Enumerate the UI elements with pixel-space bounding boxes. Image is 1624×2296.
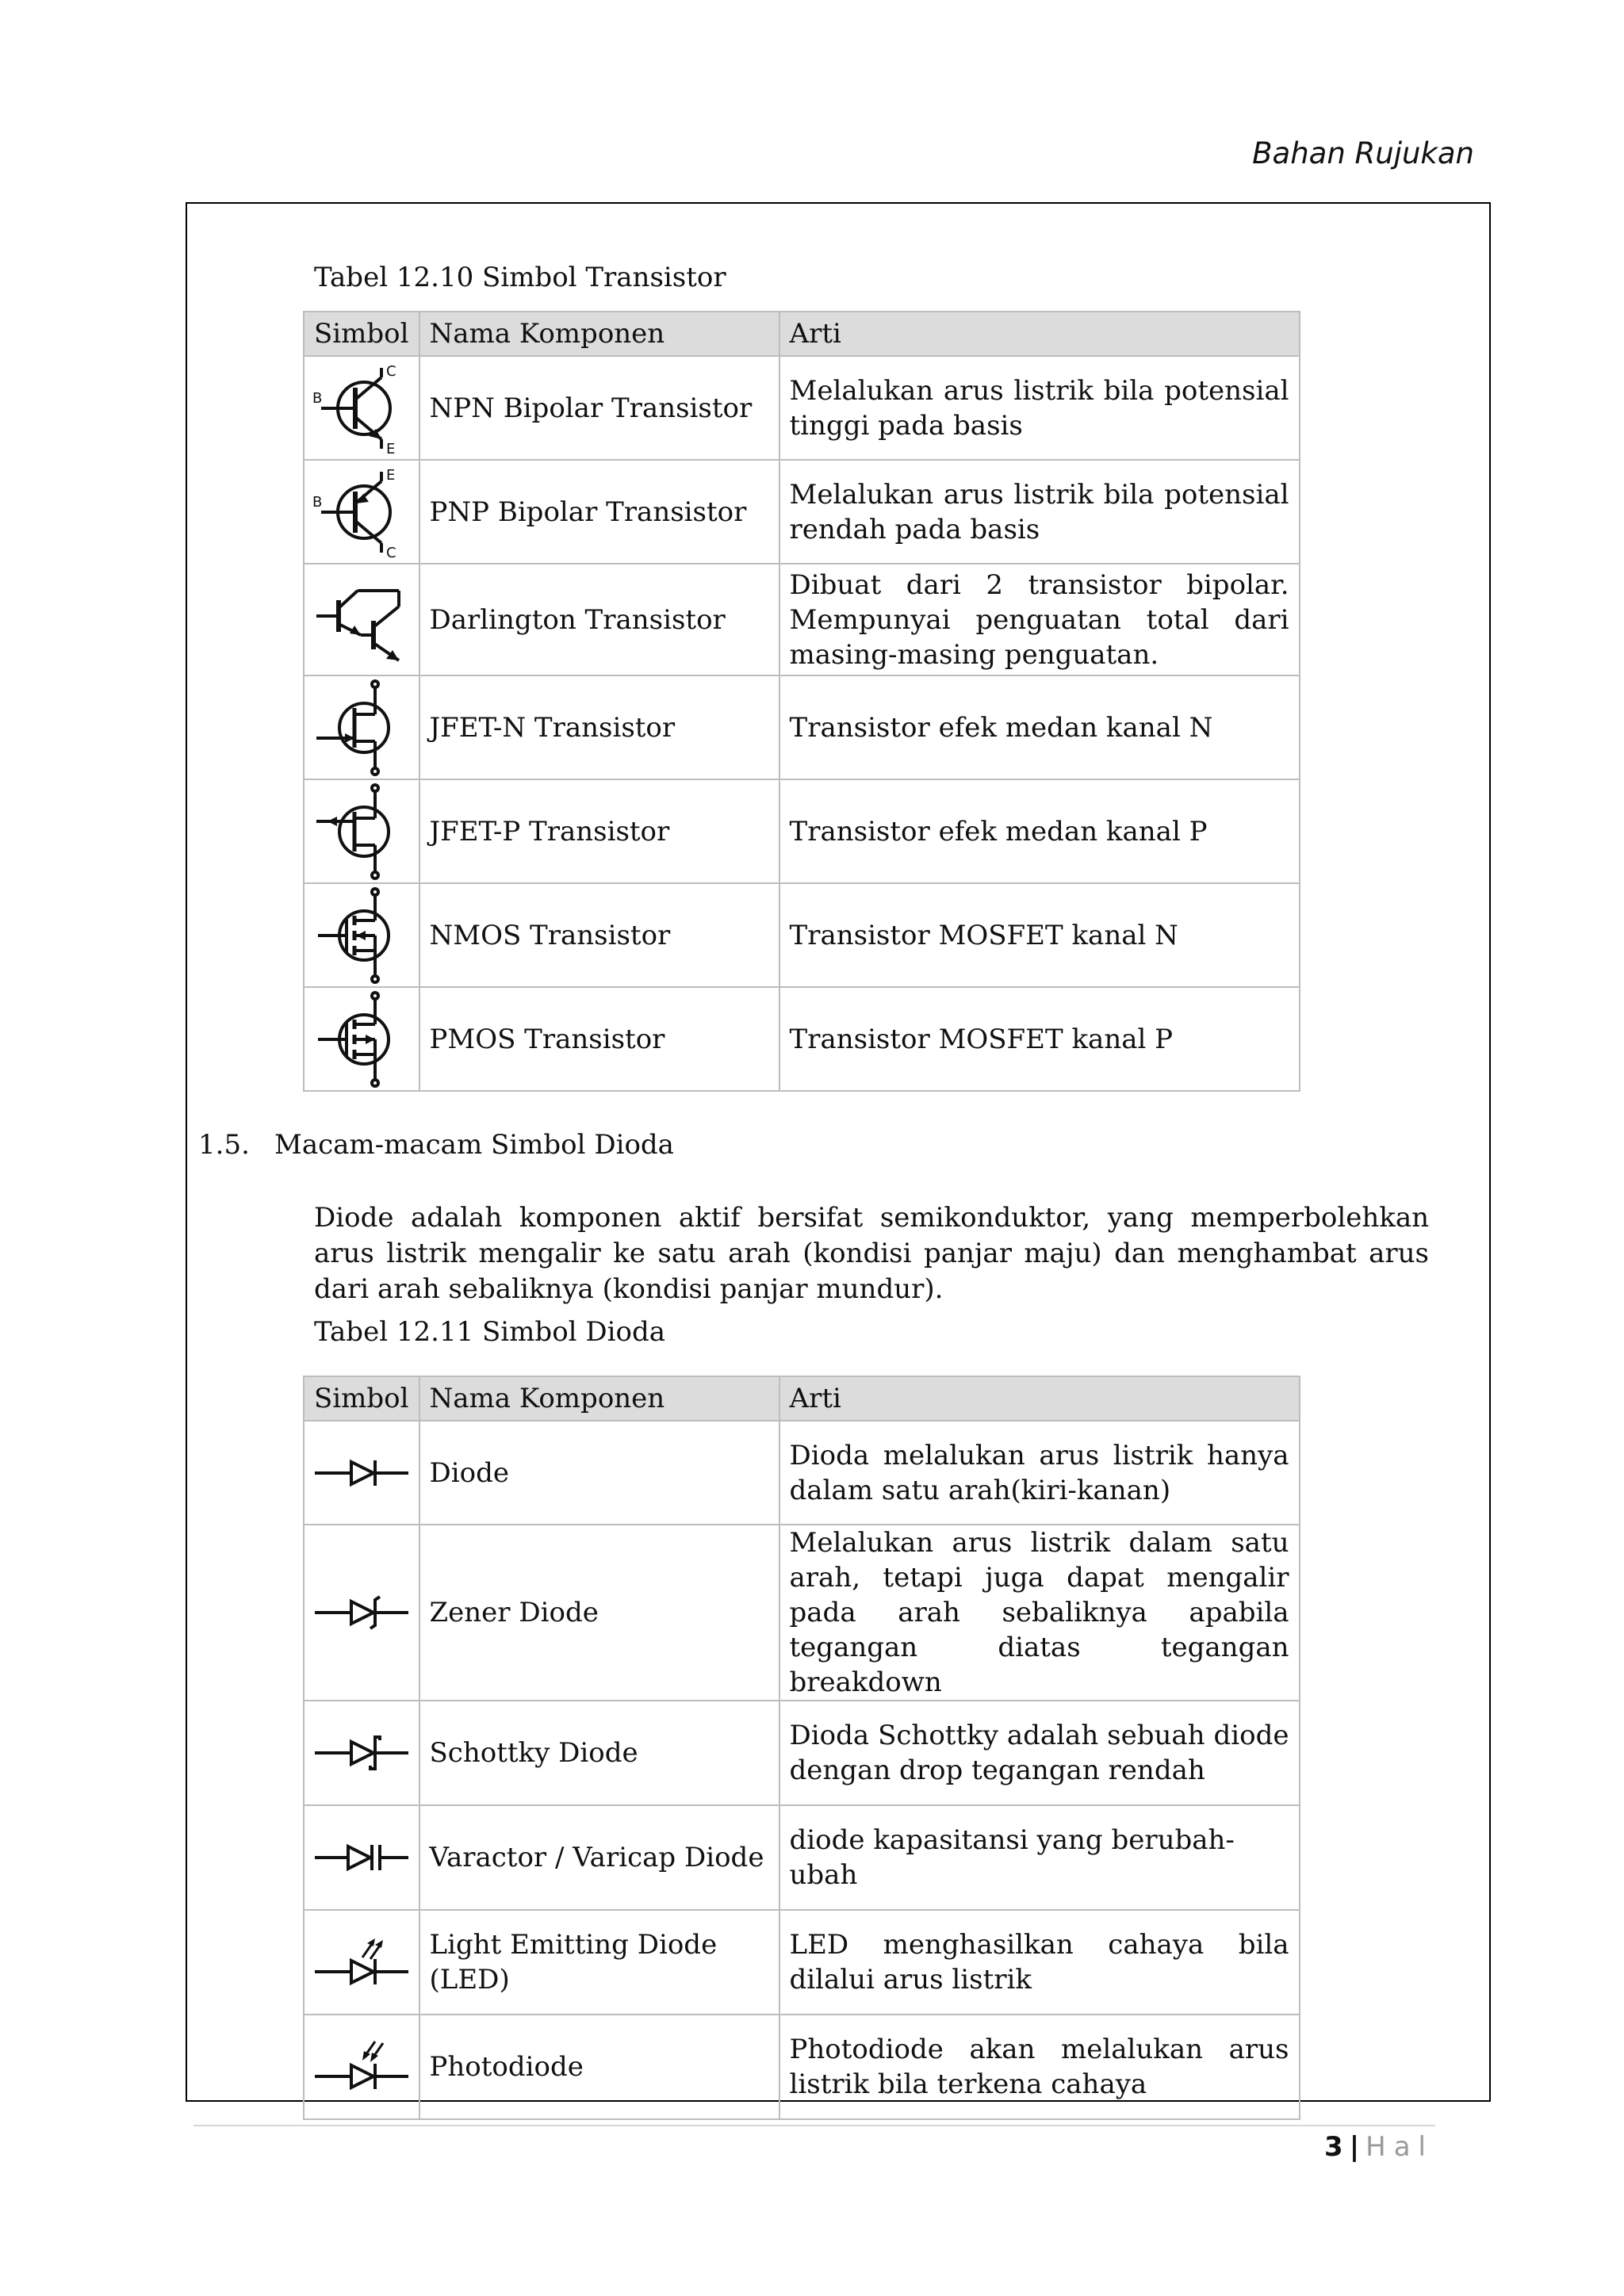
zener-diode-icon [310, 1585, 413, 1640]
component-name: PMOS Transistor [419, 987, 779, 1091]
symbol-cell [304, 1525, 419, 1701]
symbol-cell [304, 883, 419, 987]
schottky-diode-icon [310, 1725, 413, 1781]
pmos-transistor-icon [310, 989, 413, 1089]
component-meaning: LED menghasilkan cahaya bila dilalui arus listrik [779, 1910, 1300, 2015]
page-number: 3 [1324, 2131, 1343, 2163]
npn-transistor-icon [310, 358, 413, 458]
component-name: NPN Bipolar Transistor [419, 356, 779, 460]
component-name: PNP Bipolar Transistor [419, 460, 779, 564]
diode-icon [310, 1445, 413, 1501]
component-name: Schottky Diode [419, 1701, 779, 1805]
diode-table-caption: Tabel 12.11 Simbol Dioda [314, 1316, 665, 1348]
component-meaning: Transistor MOSFET kanal P [779, 987, 1300, 1091]
component-meaning: Melalukan arus listrik bila potensial rendah pada basis [779, 460, 1300, 564]
jfet-n-transistor-icon [310, 678, 413, 778]
pin-label-e: E [385, 466, 396, 484]
section-number: 1.5. [198, 1129, 250, 1161]
jfet-p-transistor-icon [310, 782, 413, 882]
component-meaning: Melalukan arus listrik bila potensial tinggi pada basis [779, 356, 1300, 460]
pnp-transistor-icon [310, 462, 413, 562]
footer-divider [193, 2125, 1435, 2126]
symbol-cell [304, 1910, 419, 2015]
pin-label-c: C [385, 362, 396, 380]
component-name: Light Emitting Diode (LED) [419, 1910, 779, 2015]
component-meaning: diode kapasitansi yang berubah-ubah [779, 1805, 1300, 1910]
table-header-row [304, 1376, 1300, 1421]
component-meaning: Melalukan arus listrik dalam satu arah, tetapi juga dapat mengalir pada arah sebaliknya apabila tegangan diatas tegangan breakdown [779, 1525, 1300, 1701]
component-meaning: Transistor efek medan kanal P [779, 779, 1300, 883]
component-name: Varactor / Varicap Diode [419, 1805, 779, 1910]
table-row [304, 1525, 1300, 1701]
component-name: JFET-P Transistor [419, 779, 779, 883]
pin-label-b: B [312, 493, 323, 511]
table-row [304, 779, 1300, 883]
transistor-table-caption: Tabel 12.10 Simbol Transistor [314, 262, 726, 293]
table-row [304, 356, 1300, 460]
component-meaning: Dioda melalukan arus listrik hanya dalam satu arah(kiri-kanan) [779, 1421, 1300, 1525]
led-icon [310, 1923, 413, 2002]
section-title: Macam-macam Simbol Dioda [274, 1129, 674, 1161]
table-row [304, 1701, 1300, 1805]
component-meaning: Photodiode akan melalukan arus listrik bila terkena cahaya [779, 2015, 1300, 2119]
column-header: Simbol [304, 1376, 419, 1421]
component-name: Zener Diode [419, 1525, 779, 1701]
photodiode-icon [310, 2027, 413, 2107]
diode-table [303, 1376, 1300, 2120]
symbol-cell [304, 356, 419, 460]
table-row [304, 987, 1300, 1091]
symbol-cell [304, 779, 419, 883]
page-footer [1324, 2131, 1434, 2163]
page-label: Hal [1365, 2131, 1434, 2163]
component-meaning: Transistor efek medan kanal N [779, 675, 1300, 779]
component-meaning: Transistor MOSFET kanal N [779, 883, 1300, 987]
transistor-table [303, 311, 1300, 1092]
symbol-cell [304, 1421, 419, 1525]
symbol-cell [304, 1701, 419, 1805]
darlington-transistor-icon [310, 568, 413, 672]
component-meaning: Dioda Schottky adalah sebuah diode dengan drop tegangan rendah [779, 1701, 1300, 1805]
table-row [304, 883, 1300, 987]
column-header: Arti [779, 1376, 1300, 1421]
column-header: Simbol [304, 312, 419, 356]
column-header: Nama Komponen [419, 312, 779, 356]
component-name: JFET-N Transistor [419, 675, 779, 779]
symbol-cell [304, 460, 419, 564]
table-header-row [304, 312, 1300, 356]
running-header: Bahan Rujukan [1252, 136, 1474, 170]
component-name: NMOS Transistor [419, 883, 779, 987]
column-header: Nama Komponen [419, 1376, 779, 1421]
pin-label-e: E [385, 440, 396, 457]
table-row [304, 460, 1300, 564]
pin-label-b: B [312, 389, 323, 407]
section-paragraph: Diode adalah komponen aktif bersifat semikonduktor, yang memperbolehkan arus listrik mengalir ke satu arah (kondisi panjar maju) dan menghambat arus dari arah sebaliknya (kondisi panjar mundur). [314, 1202, 1429, 1305]
component-meaning: Dibuat dari 2 transistor bipolar. Mempunyai penguatan total dari masing-masing penguatan. [779, 564, 1300, 675]
table-row [304, 1421, 1300, 1525]
table-row [304, 675, 1300, 779]
table-row [304, 1910, 1300, 2015]
symbol-cell [304, 987, 419, 1091]
nmos-transistor-icon [310, 886, 413, 985]
table-row [304, 2015, 1300, 2119]
component-name: Diode [419, 1421, 779, 1525]
component-name: Darlington Transistor [419, 564, 779, 675]
table-row [304, 564, 1300, 675]
table-row [304, 1805, 1300, 1910]
component-name: Photodiode [419, 2015, 779, 2119]
footer-separator: | [1349, 2131, 1360, 2163]
symbol-cell [304, 2015, 419, 2119]
pin-label-c: C [385, 544, 396, 561]
symbol-cell [304, 1805, 419, 1910]
symbol-cell [304, 675, 419, 779]
varactor-diode-icon [310, 1830, 413, 1885]
symbol-cell [304, 564, 419, 675]
column-header: Arti [779, 312, 1300, 356]
